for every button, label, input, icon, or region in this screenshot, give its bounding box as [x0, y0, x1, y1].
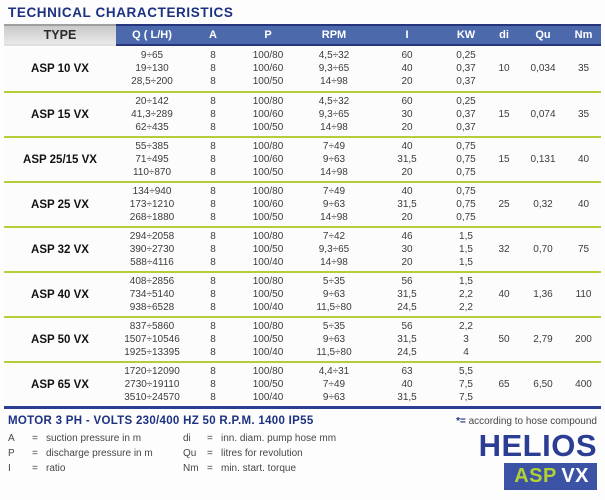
i-values: 56 31,5 24,5 [397, 321, 417, 358]
rpm-values: 7÷49 9÷63 14÷98 [320, 141, 348, 178]
pump-type-label: ASP 32 VX [31, 243, 89, 256]
pump-type-label: ASP 40 VX [31, 288, 89, 301]
q-values: 408÷2856 734÷5140 938÷6528 [129, 276, 175, 313]
legend-item-nm: Nm = min. start. torque [183, 463, 297, 474]
nm-value: 35 [577, 109, 590, 120]
i-values: 60 40 20 [401, 50, 413, 87]
p-values: 100/80 100/60 100/50 [252, 186, 284, 223]
nm-value: 40 [577, 199, 590, 210]
rpm-values: 4,5÷32 9,3÷65 14÷98 [318, 50, 350, 87]
table-row [4, 46, 601, 91]
column-header-type: TYPE [4, 24, 116, 46]
p-values: 100/80 100/60 100/50 [252, 96, 284, 133]
legend-item-i: I = ratio [8, 463, 66, 474]
legend-item-p: P = discharge pressure in m [8, 448, 153, 459]
table-row [4, 181, 601, 226]
p-values: 100/80 100/50 100/40 [252, 276, 284, 313]
kw-values: 2,2 3 4 [459, 321, 473, 358]
table-row [4, 316, 601, 361]
hose-compound-note: *= according to hose compound [456, 416, 597, 427]
qu-value: 0,131 [530, 154, 556, 165]
a-values: 8 8 8 [210, 141, 216, 178]
legend-item-a: A = suction pressure in m [8, 433, 142, 444]
q-values: 134÷940 173÷1210 268÷1880 [129, 186, 175, 223]
pump-type-label: ASP 50 VX [31, 333, 89, 346]
p-values: 100/80 100/60 100/50 [252, 141, 284, 178]
table-row [4, 361, 601, 406]
qu-value: 0,074 [530, 109, 556, 120]
nm-value: 200 [575, 334, 592, 345]
qu-value: 0,034 [530, 63, 556, 74]
p-values: 100/80 100/50 100/40 [252, 366, 284, 403]
table-row [4, 91, 601, 136]
asp-vx-badge: ASP VX [504, 463, 597, 490]
q-values: 294÷2058 390÷2730 588÷4116 [129, 231, 175, 268]
kw-values: 0,75 0,75 0,75 [456, 186, 476, 223]
kw-values: 0,25 0,37 0,37 [456, 96, 476, 133]
di-value: 10 [498, 63, 510, 74]
legend-item-di: di = inn. diam. pump hose mm [183, 433, 337, 444]
column-header-di: di [488, 24, 520, 46]
qu-value: 1,36 [533, 289, 553, 300]
a-values: 8 8 8 [210, 186, 216, 223]
a-values: 8 8 8 [210, 366, 216, 403]
a-values: 8 8 8 [210, 321, 216, 358]
footer-legend [8, 415, 397, 490]
i-values: 40 31,5 20 [397, 141, 417, 178]
column-header-nm: Nm [566, 24, 601, 46]
table-header-row [4, 24, 601, 46]
qu-value: 6,50 [533, 379, 553, 390]
pump-type-label: ASP 25/15 VX [23, 153, 97, 166]
di-value: 15 [498, 154, 510, 165]
nm-value: 110 [575, 289, 592, 300]
di-value: 25 [498, 199, 510, 210]
pump-type-label: ASP 15 VX [31, 108, 89, 121]
p-values: 100/80 100/50 100/40 [252, 231, 284, 268]
i-values: 46 30 20 [401, 231, 413, 268]
q-values: 55÷385 71÷495 110÷870 [132, 141, 172, 178]
di-value: 50 [498, 334, 510, 345]
rpm-values: 4,5÷32 9,3÷65 14÷98 [318, 96, 350, 133]
rpm-values: 5÷35 9÷63 11,5÷80 [316, 276, 352, 313]
qu-value: 0,70 [533, 244, 553, 255]
footer-brand-block [397, 415, 597, 490]
nm-value: 40 [577, 154, 590, 165]
di-value: 65 [498, 379, 510, 390]
kw-values: 0,25 0,37 0,37 [456, 50, 476, 87]
q-values: 9÷65 19÷130 28,5÷200 [131, 50, 173, 87]
table-row [4, 136, 601, 181]
i-values: 40 31,5 20 [397, 186, 417, 223]
nm-value: 400 [575, 379, 592, 390]
kw-values: 0,75 0,75 0,75 [456, 141, 476, 178]
p-values: 100/80 100/60 100/50 [252, 50, 284, 87]
legend-column-left [8, 431, 183, 476]
column-header-p: P [238, 24, 298, 46]
footer [0, 409, 605, 490]
rpm-values: 4,4÷31 7÷49 9÷63 [318, 366, 350, 403]
i-values: 63 40 31,5 [397, 366, 417, 403]
pump-type-label: ASP 10 VX [31, 62, 89, 75]
p-values: 100/80 100/50 100/40 [252, 321, 284, 358]
motor-spec-line: MOTOR 3 PH - VOLTS 230/400 HZ 50 R.P.M. 1400 IP55 [8, 415, 314, 427]
column-header-rpm: RPM [298, 24, 370, 46]
pump-type-label: ASP 25 VX [31, 198, 89, 211]
rpm-values: 5÷35 9÷63 11,5÷80 [316, 321, 352, 358]
table-body [4, 46, 601, 406]
kw-values: 5,5 7,5 7,5 [459, 366, 473, 403]
column-header-q: Q ( L/H) [116, 24, 188, 46]
nm-value: 75 [577, 244, 590, 255]
q-values: 20÷142 41,3÷289 62÷435 [131, 96, 173, 133]
legend-column-right [183, 431, 336, 476]
kw-values: 1,5 1,5 1,5 [459, 231, 473, 268]
column-header-a: A [188, 24, 238, 46]
table-row [4, 226, 601, 271]
nm-value: 35 [577, 63, 590, 74]
column-header-kw: KW [444, 24, 488, 46]
di-value: 15 [498, 109, 510, 120]
i-values: 60 30 20 [401, 96, 413, 133]
pump-type-label: ASP 65 VX [31, 378, 89, 391]
a-values: 8 8 8 [210, 96, 216, 133]
di-value: 40 [498, 289, 510, 300]
q-values: 837÷5860 1507÷10546 1925÷13395 [124, 321, 180, 358]
qu-value: 0,32 [533, 199, 553, 210]
i-values: 56 31,5 24,5 [397, 276, 417, 313]
table-row [4, 271, 601, 316]
column-header-i: I [370, 24, 444, 46]
qu-value: 2,79 [533, 334, 553, 345]
legend-item-qu: Qu = litres for revolution [183, 448, 303, 459]
kw-values: 1,5 2,2 2,2 [459, 276, 473, 313]
di-value: 32 [498, 244, 510, 255]
characteristics-table [4, 24, 601, 409]
q-values: 1720÷12090 2730÷19110 3510÷24570 [124, 366, 180, 403]
helios-logo: HELIOS [478, 428, 597, 463]
a-values: 8 8 8 [210, 231, 216, 268]
rpm-values: 7÷42 9,3÷65 14÷98 [318, 231, 350, 268]
a-values: 8 8 8 [210, 50, 216, 87]
column-header-qu: Qu [520, 24, 566, 46]
a-values: 8 8 8 [210, 276, 216, 313]
page-title: TECHNICAL CHARACTERISTICS [8, 5, 234, 20]
rpm-values: 7÷49 9÷63 14÷98 [320, 186, 348, 223]
